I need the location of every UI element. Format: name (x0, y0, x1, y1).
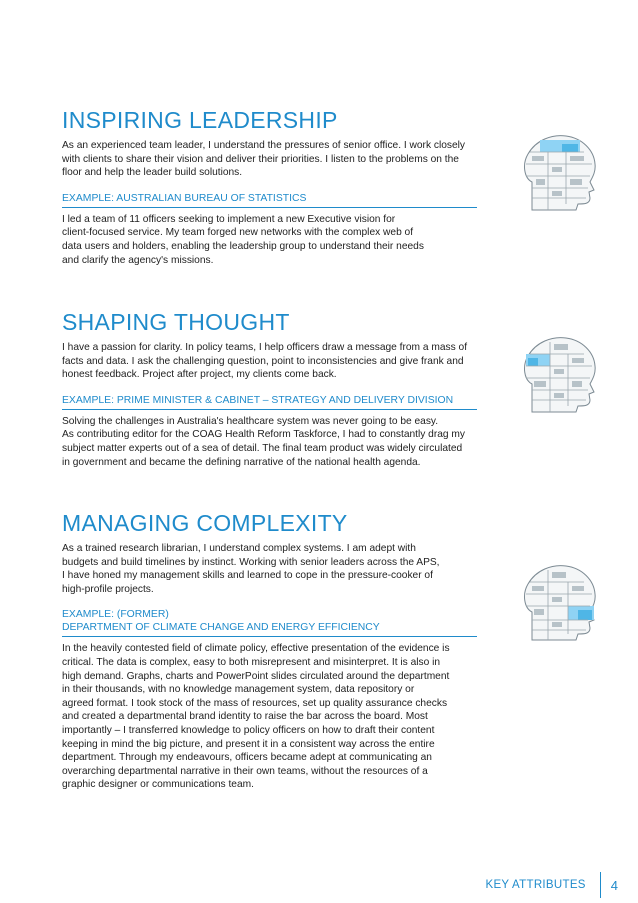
intro-line: high-profile projects. (62, 583, 154, 595)
body-line: As contributing editor for the COAG Health Reform Taskforce, I had to constantly drag my (62, 429, 465, 441)
example-heading (62, 608, 477, 634)
body-line: graphic designer or communications team. (62, 779, 254, 791)
body-line: I led a team of 11 officers seeking to implement a new Executive vision for (62, 213, 396, 225)
body-line: department. Through my endeavours, officers became adept at communicating an (62, 752, 432, 764)
body-line: in their thousands, with no knowledge management system, data repository or (62, 684, 415, 696)
body-line: critical. The data is complex, easy to both misrepresent and misinterpret. It is also in (62, 656, 441, 668)
example-body (62, 415, 477, 469)
footer-divider (600, 872, 601, 898)
head-office-illustration-top (518, 134, 598, 214)
intro-line: As an experienced team leader, I understand the pressures of senior office. I work closely (62, 140, 466, 151)
section-inspiring-leadership (62, 107, 477, 267)
section-shaping-thought (62, 309, 477, 469)
body-line: in government and became the defining narrative of the national health agenda. (62, 456, 421, 468)
example-line: EXAMPLE: (FORMER) (62, 609, 169, 621)
body-line: importantly – I transferred knowledge to policy officers on how to draft their content (62, 724, 435, 736)
head-office-illustration-middle (518, 336, 598, 416)
intro-line: I have a passion for clarity. In policy teams, I help officers draw a message from a mass of (62, 342, 468, 353)
intro-line: budgets and build timelines by instinct. Working with senior leaders across the APS, (62, 556, 440, 568)
body-line: Solving the challenges in Australia's healthcare system was never going to be easy. (62, 415, 439, 427)
example-heading (62, 394, 477, 407)
intro-line: with clients to share their vision and deliver their priorities. I listen to the problems on the (62, 153, 459, 165)
intro-line: honest feedback. Project after project, my clients come back. (62, 369, 337, 381)
body-line: keeping in mind the big picture, and present it in a consistent way across the entire (62, 738, 435, 750)
section-intro (62, 139, 477, 180)
intro-line: As a trained research librarian, I understand complex systems. I am adept with (62, 543, 416, 554)
example-line: EXAMPLE: PRIME MINISTER & CABINET – STRATEGY AND DELIVERY DIVISION (62, 394, 454, 406)
intro-line: floor and help the leader build solutions. (62, 167, 243, 179)
body-line: and created a departmental brand identity to raise the bar across the board. Most (62, 711, 428, 723)
section-managing-complexity (62, 510, 477, 792)
body-line: agreed format. I took stock of the mass of resources, set up quality assurance checks (62, 697, 448, 709)
section-title: INSPIRING LEADERSHIP (62, 107, 338, 133)
section-title: MANAGING COMPLEXITY (62, 510, 348, 536)
example-body (62, 213, 477, 267)
intro-line: I have honed my management skills and learned to cope in the pressure-cooker of (62, 570, 433, 582)
page-number: 4 (610, 877, 618, 893)
body-line: subject matter experts out of a sea of detail. The final team product was widely circulated (62, 442, 463, 454)
example-body (62, 642, 477, 792)
footer-label: KEY ATTRIBUTES (485, 879, 586, 891)
example-line: EXAMPLE: AUSTRALIAN BUREAU OF STATISTICS (62, 192, 307, 204)
body-line: overarching departmental narrative in their own teams, without the resources of a (62, 765, 428, 777)
section-intro (62, 542, 477, 596)
section-title: SHAPING THOUGHT (62, 309, 290, 335)
divider (62, 636, 477, 637)
head-office-illustration-bottom (518, 564, 598, 644)
example-line: DEPARTMENT OF CLIMATE CHANGE AND ENERGY EFFICIENCY (62, 622, 380, 634)
body-line: In the heavily contested field of climate policy, effective presentation of the evidence is (62, 643, 450, 655)
section-intro (62, 341, 477, 382)
body-line: and clarify the agency's missions. (62, 254, 214, 266)
page-footer (485, 873, 618, 897)
divider (62, 207, 477, 208)
example-heading (62, 192, 477, 205)
body-line: data users and holders, enabling the leadership group to understand their needs (62, 240, 424, 252)
body-line: client-focused service. My team forged new networks with the complex web of (62, 227, 414, 239)
body-line: high demand. Graphs, charts and PowerPoint slides circulated around the department (62, 670, 450, 682)
divider (62, 409, 477, 410)
intro-line: facts and data. I ask the challenging question, point to inconsistencies and give frank and (62, 355, 464, 367)
